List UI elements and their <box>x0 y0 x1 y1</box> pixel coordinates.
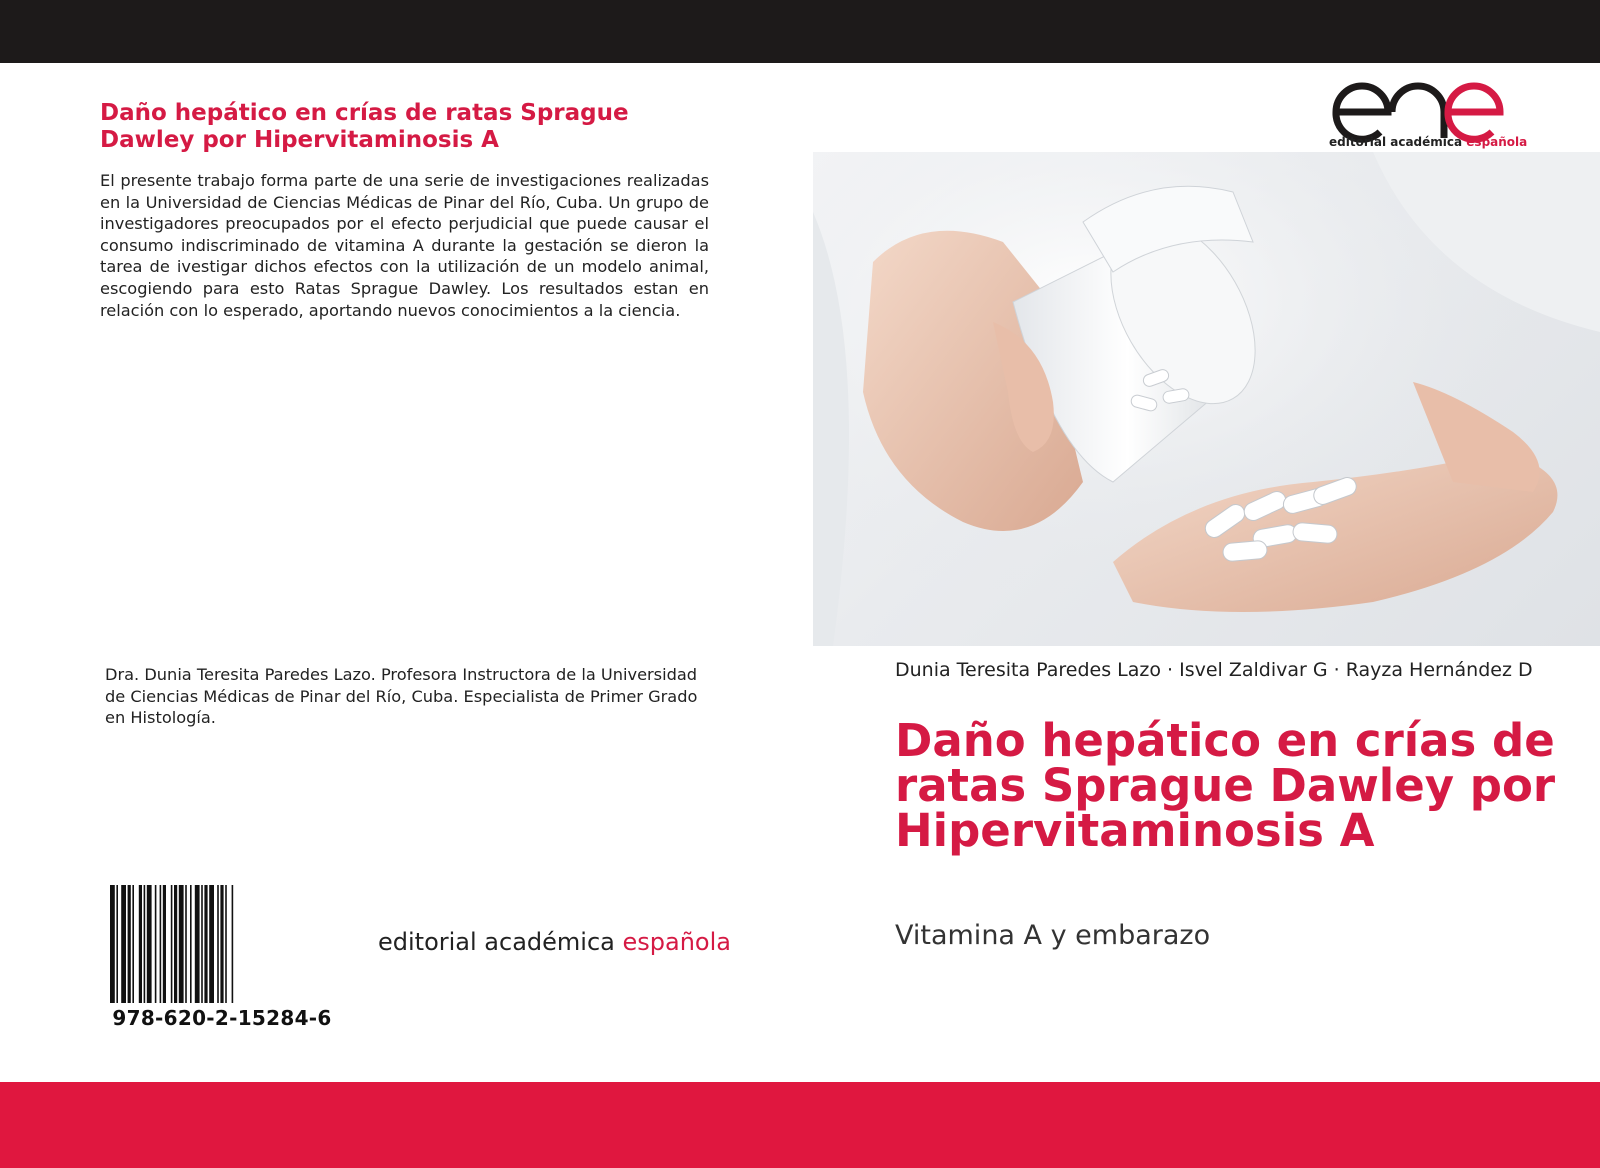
logo-caption <box>1329 135 1527 149</box>
front-cover-authors: Dunia Teresita Paredes Lazo · Isvel Zaldivar G · Rayza Hernández D <box>895 659 1533 681</box>
front-cover-subtitle: Vitamina A y embarazo <box>895 920 1211 951</box>
author-bio: Dra. Dunia Teresita Paredes Lazo. Profesora Instructora de la Universidad de Ciencias Médicas de Pinar del Río, Cuba. Especialista de Primer Grado en Histología. <box>105 665 698 728</box>
publisher-imprint <box>378 928 731 956</box>
front-cover-title: Daño hepático en crías de ratas Sprague Dawley por Hipervitaminosis A <box>895 714 1556 857</box>
hands-pills-illustration-icon <box>813 152 1600 646</box>
logo-caption-accent: española <box>1466 135 1528 149</box>
logo-caption-main: editorial académica <box>1329 135 1463 149</box>
barcode-bars <box>108 885 336 1003</box>
cover-photo <box>813 152 1600 646</box>
back-cover-title: Daño hepático en crías de ratas Sprague Dawley por Hipervitaminosis A <box>100 100 629 153</box>
publisher-name: editorial académica <box>378 928 615 956</box>
back-cover-blurb: El presente trabajo forma parte de una serie de investigaciones realizadas en la Universidad de Ciencias Médicas de Pinar del Río, Cuba. Un grupo de investigadores preocupados por el efecto perjudicial que puede causar el consumo indiscriminado de vitamina A durante la gestación se dieron la tarea de ivestigar dichos efectos con la utilización de un modelo animal, escogiendo para esto Ratas Sprague Dawley. Los resultados estan en relación con lo esperado, aportando nuevos conocimientos a la ciencia. <box>100 171 709 320</box>
isbn-number: 978-620-2-15284-6 <box>112 1006 332 1030</box>
bottom-band <box>0 1082 1600 1168</box>
publisher-name-accent: española <box>622 928 731 956</box>
top-band <box>0 0 1600 63</box>
